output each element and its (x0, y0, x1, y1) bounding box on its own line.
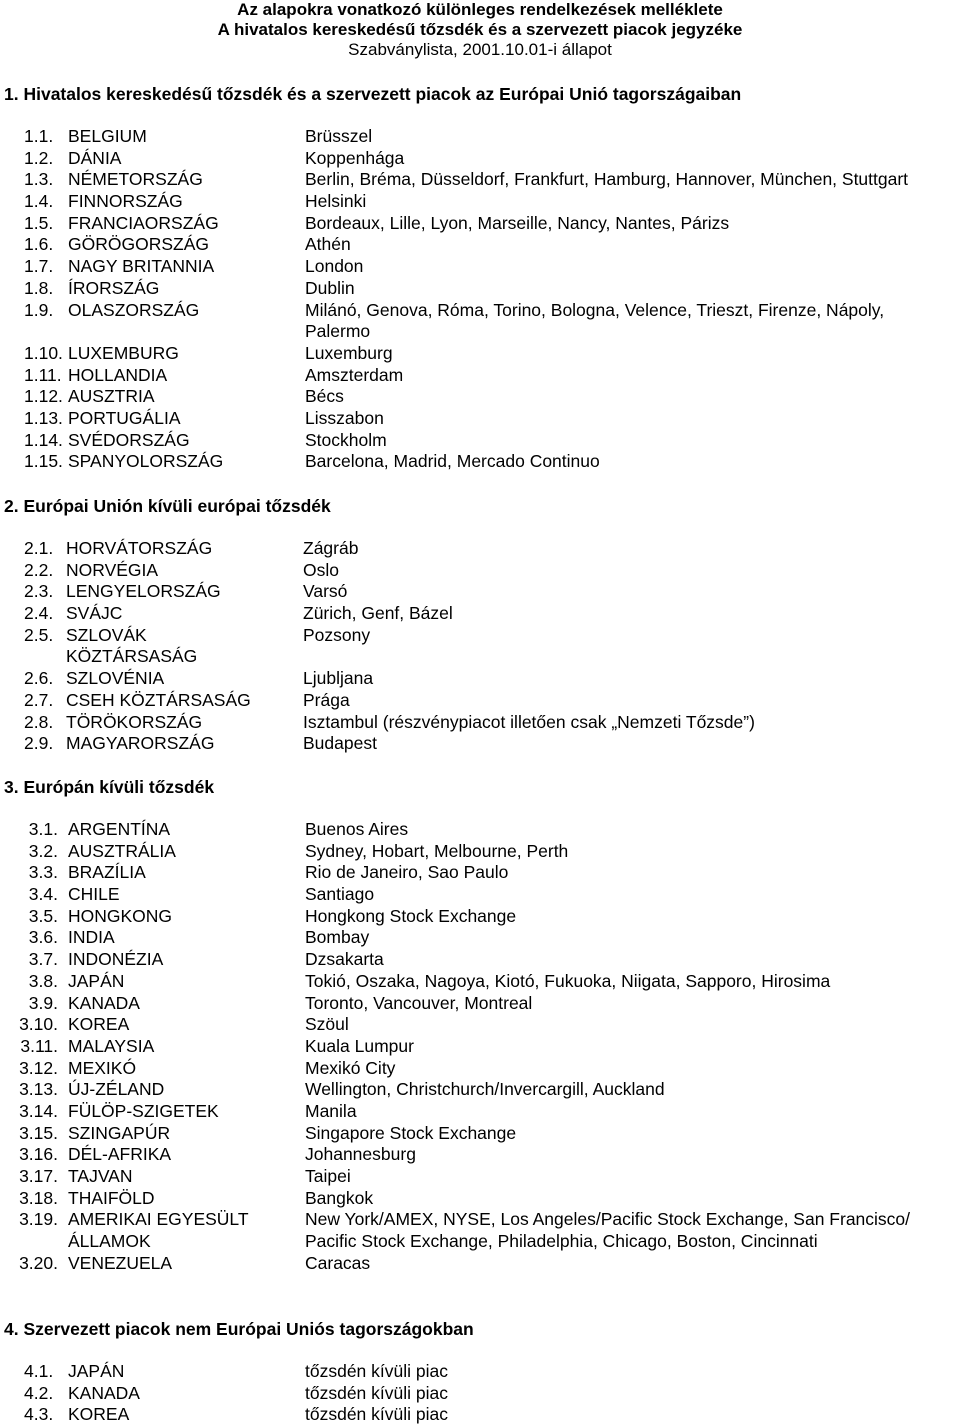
country-name (66, 581, 221, 603)
item-number: 3.19. (19, 1209, 58, 1230)
list-item (0, 169, 960, 191)
exchange-location (305, 1144, 416, 1166)
country-name-line: JAPÁN (68, 970, 125, 991)
exchange-location (305, 386, 344, 408)
list-item (0, 256, 960, 278)
item-number: 3.8. (28, 970, 58, 991)
exchange-location (305, 1014, 349, 1036)
exchange-location (303, 603, 453, 625)
item-number: 1.5. (24, 212, 54, 233)
exchange-location-line: Koppenhága (305, 147, 405, 168)
country-name-line: VENEZUELA (68, 1252, 173, 1273)
country-name-line: DÁNIA (68, 147, 122, 168)
item-number: 2.5. (24, 624, 54, 645)
list-item (0, 581, 960, 603)
country-name (68, 1014, 129, 1036)
country-name (68, 343, 179, 365)
exchange-location (305, 1188, 373, 1210)
country-name (68, 278, 159, 300)
country-name (68, 993, 140, 1015)
item-number: 2.9. (24, 733, 54, 754)
country-name-line: DÉL-AFRIKA (68, 1144, 172, 1165)
exchange-location-line: Santiago (305, 884, 375, 905)
exchange-location-line: Mexikó City (305, 1057, 396, 1078)
exchange-location (305, 884, 374, 906)
section-2-list (0, 538, 960, 755)
item-number: 1.11. (24, 364, 62, 385)
item-number: 4.2. (24, 1382, 54, 1403)
item-number: 3.2. (28, 840, 58, 861)
exchange-location (305, 1079, 665, 1101)
item-number: 2.8. (24, 711, 54, 732)
country-name-line: AMERIKAI EGYESÜLT (68, 1209, 249, 1230)
document-header (0, 0, 960, 60)
exchange-location-line: New York/AMEX, NYSE, Los Angeles/Pacific Stock Exchange, San Francisco/ (305, 1209, 911, 1230)
country-name (68, 841, 176, 863)
exchange-location (305, 191, 366, 213)
list-item (0, 386, 960, 408)
exchange-location-line: Tokió, Oszaka, Nagoya, Kiotó, Fukuoka, Niigata, Sapporo, Hirosima (305, 970, 831, 991)
country-name-line: ÍRORSZÁG (68, 277, 160, 298)
item-number: 1.7. (24, 256, 54, 277)
exchange-location (305, 408, 384, 430)
exchange-location (303, 690, 350, 712)
country-name-line: JAPÁN (68, 1361, 125, 1381)
exchange-location (305, 300, 884, 343)
exchange-location-line: Zágráb (303, 538, 359, 558)
exchange-location-line: Zürich, Genf, Bázel (303, 603, 453, 624)
exchange-location (305, 927, 369, 949)
country-name (68, 927, 115, 949)
country-name-line: SVÉDORSZÁG (68, 429, 190, 450)
item-number: 3.6. (28, 927, 58, 948)
exchange-location-line: Athén (305, 234, 351, 255)
item-number: 1.15. (24, 451, 63, 472)
country-name-line: KOREA (68, 1014, 130, 1035)
country-name-line: ÚJ-ZÉLAND (68, 1079, 165, 1100)
exchange-location-line: Varsó (303, 581, 348, 602)
country-name-line: MAGYARORSZÁG (66, 733, 215, 754)
exchange-location-line: Dublin (305, 277, 355, 298)
item-number: 3.17. (19, 1166, 58, 1186)
country-name-line: TAJVAN (68, 1166, 133, 1186)
list-item (0, 560, 960, 582)
list-item (0, 148, 960, 170)
country-name-line: HORVÁTORSZÁG (66, 538, 213, 558)
exchange-location-line: Ljubljana (303, 668, 374, 689)
country-name (68, 451, 223, 473)
list-item (0, 668, 960, 690)
item-number: 3.4. (28, 884, 58, 905)
item-number: 4.1. (24, 1361, 54, 1381)
country-name (66, 668, 164, 690)
item-number: 2.2. (24, 559, 54, 580)
country-name (68, 971, 124, 993)
exchange-location-line: Brüsszel (305, 126, 373, 146)
section-3-heading: 3. Európán kívüli tőzsdék (4, 777, 215, 797)
item-number: 1.9. (24, 299, 54, 320)
exchange-location (305, 256, 363, 278)
country-name-line: KANADA (68, 992, 140, 1013)
country-name-line: SZLOVÁK (66, 624, 147, 645)
exchange-location-line: Stockholm (305, 429, 387, 450)
exchange-location-line: Johannesburg (305, 1144, 416, 1165)
list-item (0, 603, 960, 625)
country-name-line: NAGY BRITANNIA (68, 256, 215, 277)
exchange-location-line: Buenos Aires (305, 819, 409, 839)
exchange-location (303, 581, 347, 603)
item-number: 2.4. (24, 603, 54, 624)
country-name-line: LENGYELORSZÁG (66, 581, 221, 602)
list-item (0, 191, 960, 213)
section-2-heading: 2. Európai Unión kívüli európai tőzsdék (4, 496, 331, 516)
list-item (0, 1079, 960, 1101)
country-name (68, 234, 209, 256)
country-name-line: HOLLANDIA (68, 364, 168, 385)
item-number: 3.1. (28, 819, 58, 839)
country-name-line: MEXIKÓ (68, 1057, 137, 1078)
exchange-location (305, 949, 384, 971)
item-number: 1.1. (24, 126, 54, 146)
section-1-heading: 1. Hivatalos kereskedésű tőzsdék és a szervezett piacok az Európai Unió tagországaiban (4, 84, 742, 104)
exchange-location (305, 343, 393, 365)
exchange-location (303, 668, 373, 690)
item-number: 3.15. (19, 1122, 58, 1143)
country-name (68, 1361, 124, 1383)
list-item (0, 733, 960, 755)
country-name (66, 538, 212, 560)
section-4-heading: 4. Szervezett piacok nem Európai Uniós tagországokban (4, 1319, 474, 1339)
country-name-line: CSEH KÖZTÁRSASÁG (66, 689, 251, 710)
list-item (0, 712, 960, 734)
exchange-location (305, 1209, 910, 1252)
item-number: 2.6. (24, 668, 54, 689)
country-name (68, 430, 190, 452)
exchange-location-line: Pozsony (303, 624, 371, 645)
list-item (0, 1253, 960, 1275)
country-name (66, 690, 251, 712)
section-4-list (0, 1361, 960, 1426)
list-item (0, 1036, 960, 1058)
country-name (66, 733, 214, 755)
exchange-location (305, 1253, 370, 1275)
country-name-line: PORTUGÁLIA (68, 407, 181, 428)
list-item (0, 538, 960, 560)
exchange-location-line: tőzsdén kívüli piac (305, 1404, 448, 1425)
exchange-location-line: Oslo (303, 559, 339, 580)
country-name-line: FÜLÖP-SZIGETEK (68, 1100, 219, 1121)
country-name-line: SPANYOLORSZÁG (68, 451, 224, 472)
exchange-location (305, 234, 351, 256)
item-number: 1.2. (24, 147, 54, 168)
exchange-location-line: Bombay (305, 927, 370, 948)
country-name-line: SZINGAPÚR (68, 1122, 171, 1143)
country-name-line: SZLOVÉNIA (66, 668, 165, 689)
country-name-line: TÖRÖKORSZÁG (66, 711, 203, 732)
country-name (68, 191, 183, 213)
exchange-location (303, 733, 377, 755)
country-name-line: AUSZTRÁLIA (68, 840, 176, 861)
country-name (68, 408, 181, 430)
item-number: 1.10. (24, 342, 63, 363)
exchange-location-line: Caracas (305, 1252, 371, 1273)
document-status-date: Szabványlista, 2001.10.01-i állapot (348, 40, 612, 59)
exchange-location (303, 625, 370, 647)
exchange-location-line: Dzsakarta (305, 949, 384, 970)
list-item (0, 1361, 960, 1383)
country-name (68, 1209, 249, 1252)
country-name-line: NÉMETORSZÁG (68, 169, 203, 190)
exchange-location (305, 1361, 448, 1383)
exchange-location (303, 538, 358, 560)
exchange-location (305, 841, 568, 863)
exchange-location-line: Barcelona, Madrid, Mercado Continuo (305, 451, 600, 472)
exchange-location-line: Sydney, Hobart, Melbourne, Perth (305, 840, 569, 861)
exchange-location-line: Prága (303, 689, 350, 710)
exchange-location (305, 126, 372, 148)
country-name (68, 862, 146, 884)
list-item (0, 1014, 960, 1036)
exchange-location (305, 1166, 351, 1188)
exchange-location (305, 1123, 516, 1145)
exchange-location-line: Hongkong Stock Exchange (305, 905, 517, 926)
item-number: 3.20. (19, 1252, 58, 1273)
exchange-location (305, 430, 387, 452)
exchange-location (305, 148, 404, 170)
list-item (0, 1166, 960, 1188)
country-name (68, 256, 214, 278)
item-number: 2.7. (24, 689, 54, 710)
country-name-line: THAIFÖLD (68, 1187, 155, 1208)
list-item (0, 993, 960, 1015)
country-name-line: KOREA (68, 1404, 130, 1425)
section-1-list (0, 126, 960, 473)
item-number: 1.14. (24, 429, 63, 450)
list-item (0, 451, 960, 473)
country-name (68, 148, 121, 170)
list-item (0, 234, 960, 256)
exchange-location-line: Kuala Lumpur (305, 1035, 414, 1056)
country-name-line: BELGIUM (68, 126, 147, 146)
country-name (68, 819, 170, 841)
list-item (0, 927, 960, 949)
exchange-location (305, 1383, 448, 1405)
exchange-location (303, 560, 339, 582)
document-subtitle: A hivatalos kereskedésű tőzsdék és a szervezett piacok jegyzéke (217, 20, 743, 39)
country-name (68, 1253, 172, 1275)
item-number: 2.3. (24, 581, 54, 602)
country-name-line: AUSZTRIA (68, 386, 155, 407)
item-number: 1.4. (24, 191, 54, 212)
country-name (68, 1144, 171, 1166)
exchange-location-line: tőzsdén kívüli piac (305, 1361, 448, 1381)
list-item (0, 1209, 960, 1252)
exchange-location-line: Toronto, Vancouver, Montreal (305, 992, 533, 1013)
list-item (0, 213, 960, 235)
country-name (68, 1404, 129, 1426)
country-name (66, 603, 122, 625)
item-number: 2.1. (24, 538, 54, 558)
exchange-location-line: Szöul (305, 1014, 349, 1035)
country-name-line: ÁLLAMOK (68, 1231, 151, 1252)
country-name (68, 949, 163, 971)
item-number: 3.13. (19, 1079, 58, 1100)
list-item (0, 1101, 960, 1123)
list-item (0, 1123, 960, 1145)
list-item (0, 690, 960, 712)
exchange-location (303, 712, 755, 734)
country-name-line: MALAYSIA (68, 1035, 155, 1056)
exchange-location-line: Rio de Janeiro, Sao Paulo (305, 862, 509, 883)
country-name (68, 300, 199, 322)
document-title: Az alapokra vonatkozó különleges rendelkezések melléklete (237, 0, 723, 19)
exchange-location-line: Milánó, Genova, Róma, Torino, Bologna, Velence, Trieszt, Firenze, Nápoly, (305, 299, 885, 320)
list-item (0, 430, 960, 452)
country-name-line: INDIA (68, 927, 115, 948)
exchange-location-line: Pacific Stock Exchange, Philadelphia, Chicago, Boston, Cincinnati (305, 1231, 818, 1252)
country-name-line: LUXEMBURG (68, 342, 179, 363)
exchange-location-line: Amszterdam (305, 364, 404, 385)
exchange-location-line: tőzsdén kívüli piac (305, 1382, 448, 1403)
country-name-line: HONGKONG (68, 905, 173, 926)
exchange-location (305, 971, 830, 993)
list-item (0, 1188, 960, 1210)
exchange-location (305, 169, 908, 191)
country-name (68, 1188, 155, 1210)
exchange-location (305, 1058, 395, 1080)
list-item (0, 1058, 960, 1080)
country-name-line: INDONÉZIA (68, 949, 164, 970)
country-name (66, 712, 202, 734)
item-number: 1.6. (24, 234, 54, 255)
country-name (68, 1101, 219, 1123)
exchange-location (305, 278, 355, 300)
country-name (68, 1123, 170, 1145)
list-item (0, 862, 960, 884)
item-number: 1.3. (24, 169, 54, 190)
exchange-location (305, 862, 508, 884)
item-number: 1.8. (24, 277, 54, 298)
country-name (68, 884, 120, 906)
exchange-location (305, 906, 516, 928)
exchange-location (305, 365, 403, 387)
item-number: 3.16. (19, 1144, 58, 1165)
exchange-location (305, 213, 729, 235)
country-name (68, 169, 203, 191)
country-name-line: ARGENTÍNA (68, 819, 171, 839)
exchange-location-line: Taipei (305, 1166, 351, 1186)
country-name (68, 1058, 136, 1080)
exchange-location-line: Wellington, Christchurch/Invercargill, Auckland (305, 1079, 665, 1100)
country-name-line: FRANCIAORSZÁG (68, 212, 219, 233)
country-name (68, 906, 172, 928)
item-number: 3.3. (28, 862, 58, 883)
country-name (66, 560, 158, 582)
item-number: 1.12. (24, 386, 63, 407)
exchange-location (305, 819, 408, 841)
exchange-location-line: Singapore Stock Exchange (305, 1122, 517, 1143)
list-item (0, 365, 960, 387)
exchange-location-line: London (305, 256, 364, 277)
country-name (66, 625, 197, 668)
country-name-line: CHILE (68, 884, 120, 905)
list-item (0, 278, 960, 300)
exchange-location-line: Bécs (305, 386, 344, 407)
item-number: 3.18. (19, 1187, 58, 1208)
exchange-location-line: Palermo (305, 321, 371, 342)
list-item (0, 343, 960, 365)
list-item (0, 906, 960, 928)
country-name (68, 1036, 154, 1058)
item-number: 3.11. (20, 1035, 58, 1056)
item-number: 3.9. (28, 992, 58, 1013)
country-name (68, 1166, 133, 1188)
country-name-line: KANADA (68, 1382, 140, 1403)
exchange-location-line: Berlin, Bréma, Düsseldorf, Frankfurt, Hamburg, Hannover, München, Stuttgart (305, 169, 909, 190)
country-name-line: FINNORSZÁG (68, 191, 183, 212)
list-item (0, 300, 960, 343)
list-item (0, 126, 960, 148)
exchange-location-line: Manila (305, 1100, 357, 1121)
exchange-location (305, 993, 532, 1015)
country-name (68, 1079, 164, 1101)
exchange-location-line: Luxemburg (305, 342, 393, 363)
exchange-location-line: Bordeaux, Lille, Lyon, Marseille, Nancy, Nantes, Párizs (305, 212, 730, 233)
list-item (0, 1144, 960, 1166)
exchange-location (305, 451, 600, 473)
exchange-location (305, 1036, 414, 1058)
country-name-line: NORVÉGIA (66, 559, 159, 580)
exchange-location-line: Lisszabon (305, 407, 384, 428)
item-number: 3.12. (19, 1057, 58, 1078)
country-name-line: GÖRÖGORSZÁG (68, 234, 209, 255)
country-name (68, 213, 219, 235)
exchange-location-line: Isztambul (részvénypiacot illetően csak „Nemzeti Tőzsde”) (303, 711, 755, 732)
list-item (0, 841, 960, 863)
section-3-list (0, 819, 960, 1274)
list-item (0, 408, 960, 430)
exchange-location (305, 1101, 357, 1123)
list-item (0, 819, 960, 841)
list-item (0, 949, 960, 971)
item-number: 3.7. (28, 949, 58, 970)
item-number: 4.3. (24, 1404, 54, 1425)
list-item (0, 625, 960, 668)
item-number: 3.10. (19, 1014, 58, 1035)
country-name-line: SVÁJC (66, 603, 123, 624)
item-number: 3.5. (28, 905, 58, 926)
country-name-line: BRAZÍLIA (68, 862, 146, 883)
exchange-location-line: Helsinki (305, 191, 367, 212)
country-name-line: KÖZTÁRSASÁG (66, 646, 198, 667)
exchange-location (305, 1404, 448, 1426)
item-number: 1.13. (24, 407, 63, 428)
list-item (0, 884, 960, 906)
country-name (68, 365, 167, 387)
country-name (68, 1383, 140, 1405)
list-item (0, 971, 960, 993)
item-number: 3.14. (19, 1100, 58, 1121)
country-name-line: OLASZORSZÁG (68, 299, 200, 320)
list-item (0, 1383, 960, 1405)
list-item (0, 1404, 960, 1426)
country-name (68, 386, 155, 408)
exchange-location-line: Budapest (303, 733, 377, 754)
exchange-location-line: Bangkok (305, 1187, 374, 1208)
country-name (68, 126, 147, 148)
